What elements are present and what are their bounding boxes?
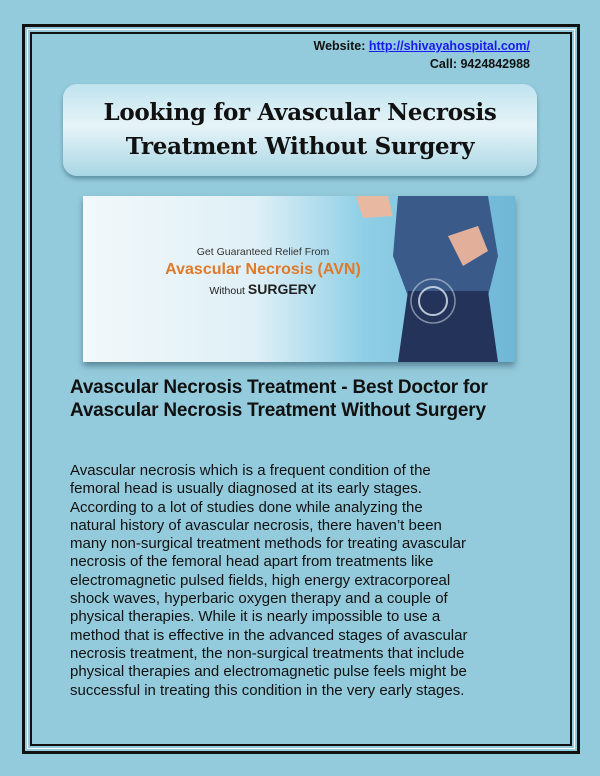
body-line: Avascular necrosis which is a frequent condition of the [70,462,431,479]
section-heading [70,376,488,422]
page-title [63,84,537,176]
body-line: necrosis of the femoral head apart from treatments like [70,553,434,571]
title-line: Treatment Without Surgery [125,133,475,160]
body-paragraph [70,462,467,700]
banner-text [143,246,383,297]
heading-line: Avascular Necrosis Treatment - Best Doctor for [70,377,488,398]
heading-line: Avascular Necrosis Treatment Without Surgery [70,400,486,421]
body-line: electromagnetic pulsed fields, high energy extracorporeal [70,571,451,589]
banner-bold: SURGERY [247,281,317,297]
body-line: shock waves, hyperbaric oxygen therapy and a couple of [70,590,448,608]
body-line: many non-surgical treatment methods for treating avascular [70,535,467,553]
banner-prefix: Without [209,285,248,297]
body-line: natural history of avascular necrosis, there haven’t been [70,516,442,534]
body-line: femoral head is usually diagnosed at its early stages. [70,480,422,498]
body-line: method that is effective in the advanced stages of avascular [70,626,468,644]
banner-headline: Avascular Necrosis (AVN) [165,261,361,278]
body-line: successful in treating this condition in the very early stages. [70,681,465,699]
contact-info [314,37,530,73]
title-line: Looking for Avascular Necrosis [103,99,497,126]
body-line: According to a lot of studies done while analyzing the [70,498,423,516]
banner-line [143,281,383,297]
website-link[interactable]: http://shivayahospital.com/ [368,39,530,53]
banner-image [83,196,515,362]
website-label: Website: [313,39,369,53]
banner-line: Get Guaranteed Relief From [196,246,330,258]
phone-number: Call: 9424842988 [429,57,530,71]
body-line: physical therapies. While it is nearly impossible to use a [70,608,441,626]
body-line: physical therapies and electromagnetic pulse feels might be [70,663,467,681]
body-line: necrosis treatment, the non-surgical treatments that include [70,644,465,662]
